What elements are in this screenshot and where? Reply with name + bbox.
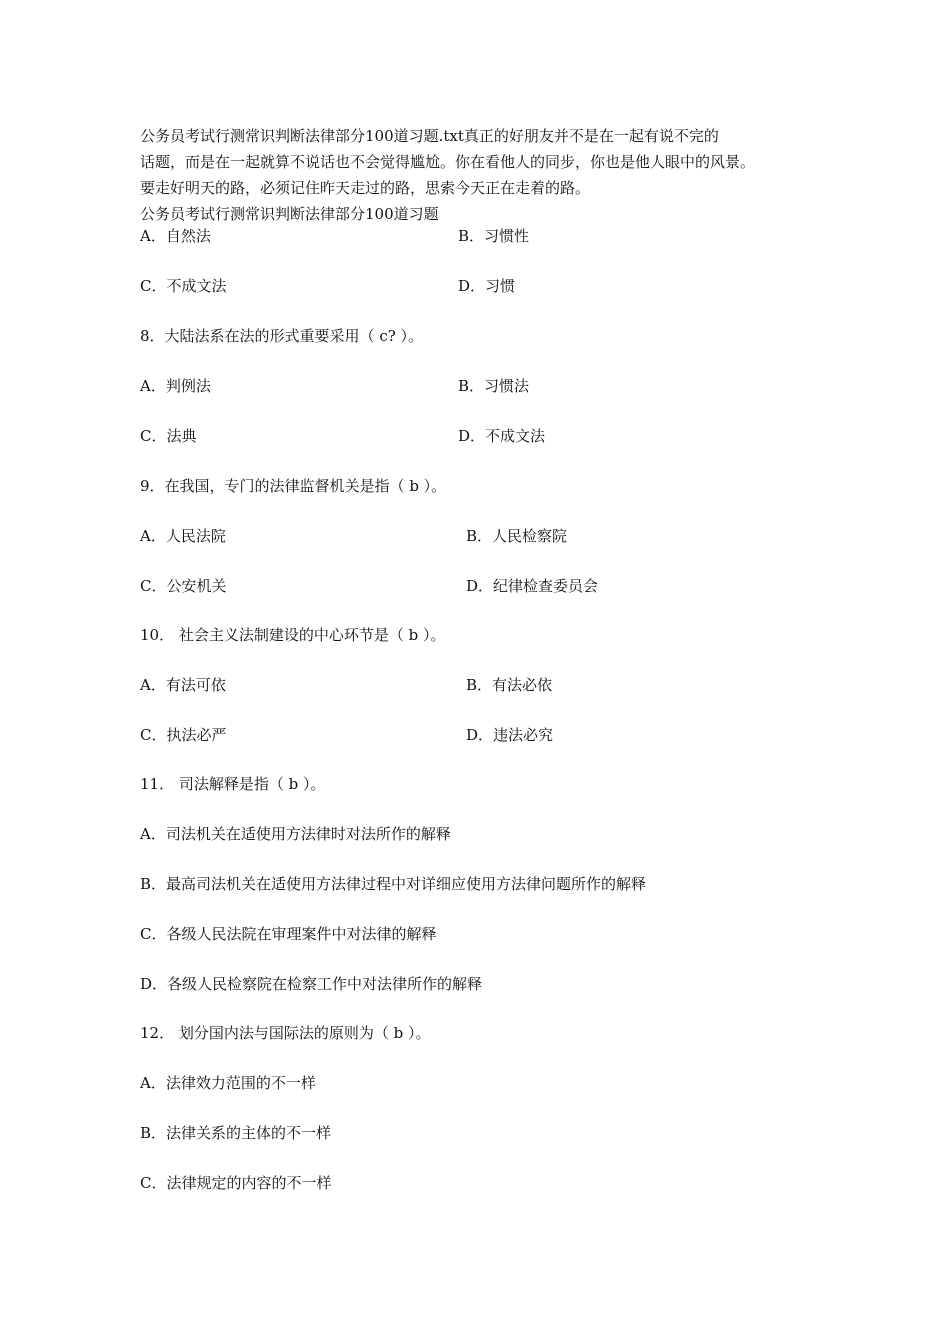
q9-option-d: D．纪律检查委员会: [466, 577, 599, 595]
q12-option-a: A．法律效力范围的不一样: [140, 1074, 316, 1092]
q11-option-b: B．最高司法机关在适使用方法律过程中对详细应使用方法律问题所作的解释: [140, 875, 647, 893]
intro-line-3: 要走好明天的路，必须记住昨天走过的路，思索今天正在走着的路。: [140, 179, 591, 197]
q10-stem: 10． 社会主义法制建设的中心环节是（ b ）。: [140, 626, 446, 644]
q11-option-d: D．各级人民检察院在检察工作中对法律所作的解释: [140, 975, 483, 993]
q12-stem: 12． 划分国内法与国际法的原则为（ b ）。: [140, 1024, 431, 1042]
q8-option-b: B．习惯法: [458, 377, 530, 395]
q10-option-b: B．有法必依: [466, 676, 553, 694]
q9-option-a: A．人民法院: [140, 527, 226, 545]
intro-paragraph: [140, 123, 830, 227]
document-title: 公务员考试行测常识判断法律部分100道习题: [140, 205, 439, 223]
q9-option-b: B．人民检察院: [466, 527, 568, 545]
q11-stem: 11． 司法解释是指（ b ）。: [140, 775, 326, 793]
q7-option-b: B．习惯性: [458, 227, 530, 245]
q12-option-b: B．法律关系的主体的不一样: [140, 1124, 332, 1142]
q10-option-d: D．违法必究: [466, 726, 554, 744]
q10-option-c: C．执法必严: [140, 726, 227, 744]
q8-option-a: A．判例法: [140, 377, 211, 395]
q12-option-c: C．法律规定的内容的不一样: [140, 1174, 332, 1192]
q9-option-c: C．公安机关: [140, 577, 227, 595]
q10-option-a: A．有法可依: [140, 676, 226, 694]
q7-option-c: C．不成文法: [140, 277, 227, 295]
q9-stem: 9．在我国，专门的法律监督机关是指（ b ）。: [140, 477, 447, 495]
q11-option-c: C．各级人民法院在审理案件中对法律的解释: [140, 925, 437, 943]
intro-line-1: 公务员考试行测常识判断法律部分100道习题.txt真正的好朋友并不是在一起有说不完的: [140, 127, 719, 145]
q11-option-a: A．司法机关在适使用方法律时对法所作的解释: [140, 825, 451, 843]
q8-option-d: D．不成文法: [458, 427, 546, 445]
q7-option-a: A．自然法: [140, 227, 211, 245]
q7-option-d: D．习惯: [458, 277, 516, 295]
q8-stem: 8．大陆法系在法的形式重要采用（ c? ）。: [140, 327, 424, 345]
q8-option-c: C．法典: [140, 427, 197, 445]
intro-line-2: 话题，而是在一起就算不说话也不会觉得尴尬。你在看他人的同步，你也是他人眼中的风景。: [140, 153, 756, 171]
